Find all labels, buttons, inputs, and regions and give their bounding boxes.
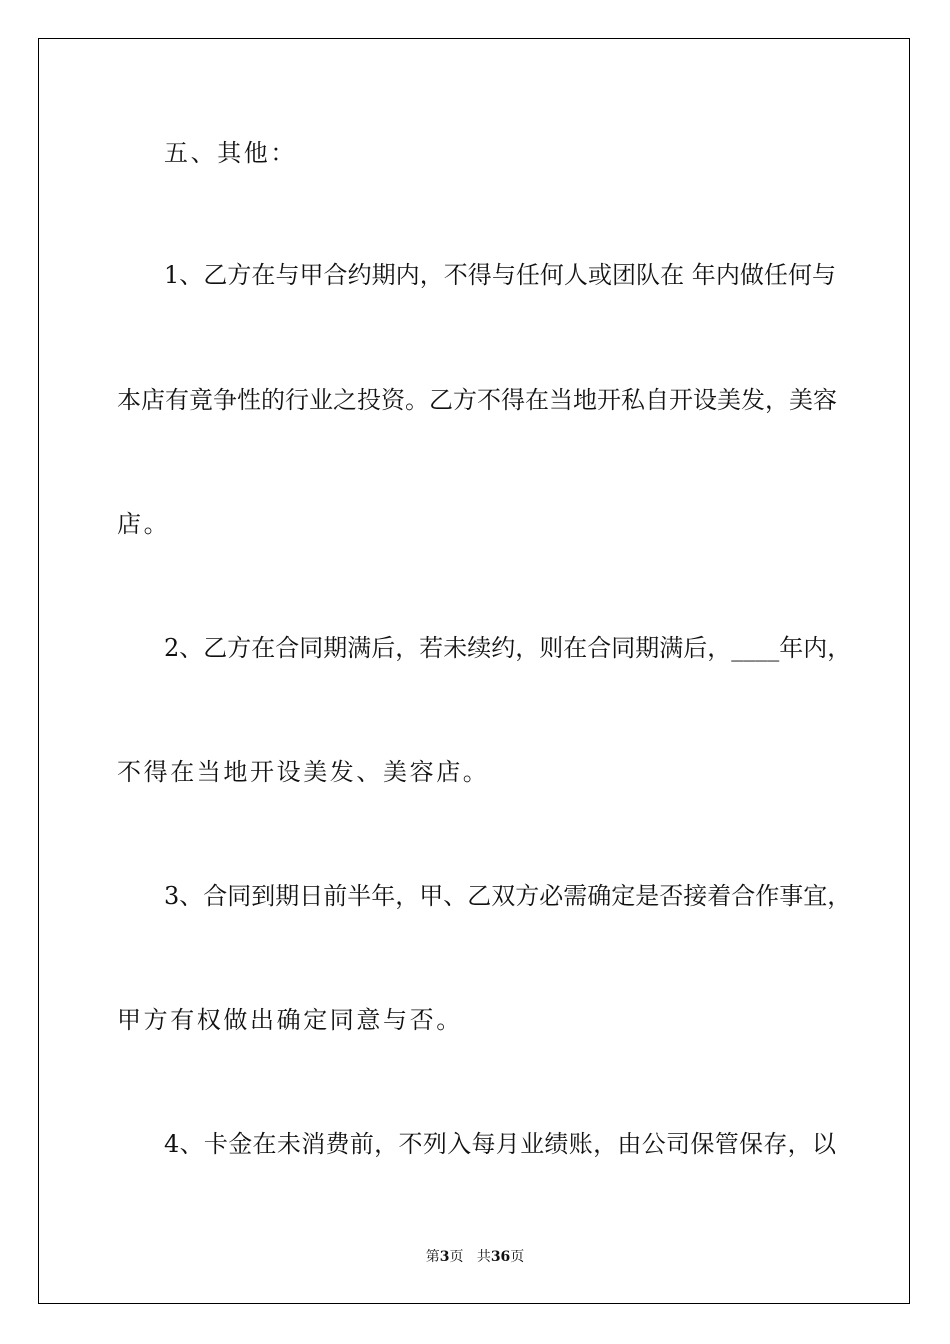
page-prefix: 第 bbox=[425, 1249, 440, 1265]
total-prefix: 共 bbox=[476, 1249, 491, 1265]
page-footer bbox=[0, 1246, 950, 1266]
page-border bbox=[38, 38, 910, 1304]
paragraph-line: 甲方有权做出确定同意与否。 bbox=[117, 1006, 463, 1034]
page-number: 3 bbox=[439, 1249, 450, 1265]
section-heading: 五、其他： bbox=[164, 139, 297, 167]
page-suffix: 页 bbox=[449, 1249, 464, 1265]
total-pages: 36 bbox=[490, 1249, 511, 1265]
paragraph-line: 3、合同到期日前半年，甲、乙双方必需确定是否接着合作事宜， bbox=[164, 882, 852, 910]
paragraph-line: 不得在当地开设美发、美容店。 bbox=[117, 758, 490, 786]
paragraph-line: 本店有竟争性的行业之投资。乙方不得在当地开私自开设美发，美容 bbox=[117, 386, 837, 414]
paragraph-line: 1、乙方在与甲合约期内，不得与任何人或团队在 年内做任何与 bbox=[164, 261, 836, 289]
paragraph-line: 2、乙方在合同期满后，若未续约，则在合同期满后，____年内， bbox=[164, 634, 852, 662]
total-suffix: 页 bbox=[510, 1249, 525, 1265]
paragraph-line: 4、卡金在未消费前，不列入每月业绩账，由公司保管保存，以 bbox=[164, 1130, 836, 1158]
paragraph-line: 店。 bbox=[117, 510, 171, 538]
